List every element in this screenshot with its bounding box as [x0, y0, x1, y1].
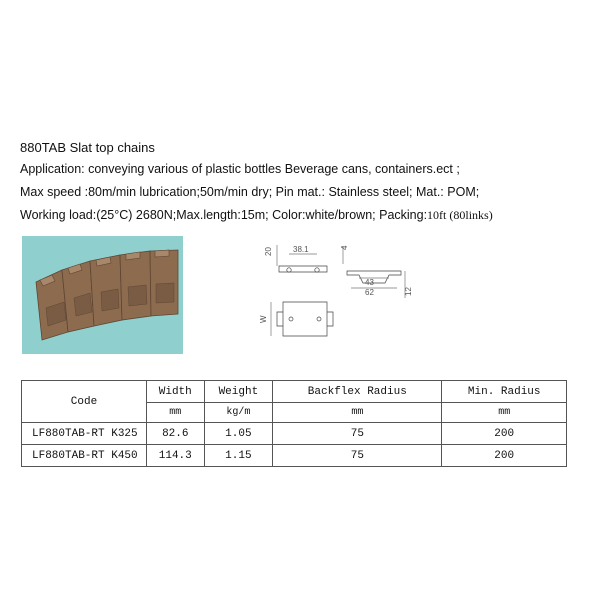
packing-text: 10ft (80links)	[427, 208, 493, 222]
unit-width: mm	[147, 403, 205, 423]
end-view	[347, 271, 413, 298]
chain-photo	[22, 236, 183, 354]
cell-weight: 1.05	[204, 423, 273, 445]
specs-line-1: Max speed :80m/min lubrication;50m/min dry; Pin mat.: Stainless steel; Mat.: POM;	[20, 185, 480, 199]
cell-min-radius: 200	[442, 423, 567, 445]
unit-weight: kg/m	[204, 403, 273, 423]
unit-backflex: mm	[273, 403, 442, 423]
dim-62-label: 62	[365, 288, 374, 297]
cell-backflex: 75	[273, 445, 442, 467]
cell-backflex: 75	[273, 423, 442, 445]
header-width: Width	[147, 381, 205, 403]
dim-w-label: W	[259, 315, 268, 323]
cell-code: LF880TAB-RT K325	[22, 423, 147, 445]
application-text: Application: conveying various of plastic bottles Beverage cans, containers.ect ;	[20, 162, 460, 176]
header-weight: Weight	[204, 381, 273, 403]
dim-43-label: 43	[365, 278, 374, 287]
side-view	[264, 245, 349, 272]
unit-min-radius: mm	[442, 403, 567, 423]
spec-table	[21, 380, 567, 467]
table-row	[22, 423, 567, 445]
dim-4-label: 4	[340, 245, 349, 250]
dim-38-label: 38.1	[293, 245, 309, 254]
header-backflex-radius: Backflex Radius	[273, 381, 442, 403]
cell-code: LF880TAB-RT K450	[22, 445, 147, 467]
dim-20-label: 20	[264, 247, 273, 256]
cell-min-radius: 200	[442, 445, 567, 467]
product-title: 880TAB Slat top chains	[20, 140, 155, 155]
cell-width: 114.3	[147, 445, 205, 467]
table-row	[22, 445, 567, 467]
specs-line-2	[20, 208, 493, 223]
specs-line-2-main: Working load:(25°C) 2680N;Max.length:15m; Color:white/brown; Packing:	[20, 208, 428, 222]
table-header-row	[22, 381, 567, 403]
cell-width: 82.6	[147, 423, 205, 445]
header-code: Code	[22, 381, 147, 423]
top-view	[259, 302, 333, 336]
dim-12-label: 12	[404, 287, 413, 296]
header-min-radius: Min. Radius	[442, 381, 567, 403]
cell-weight: 1.15	[204, 445, 273, 467]
chain-technical-drawing	[255, 232, 415, 352]
